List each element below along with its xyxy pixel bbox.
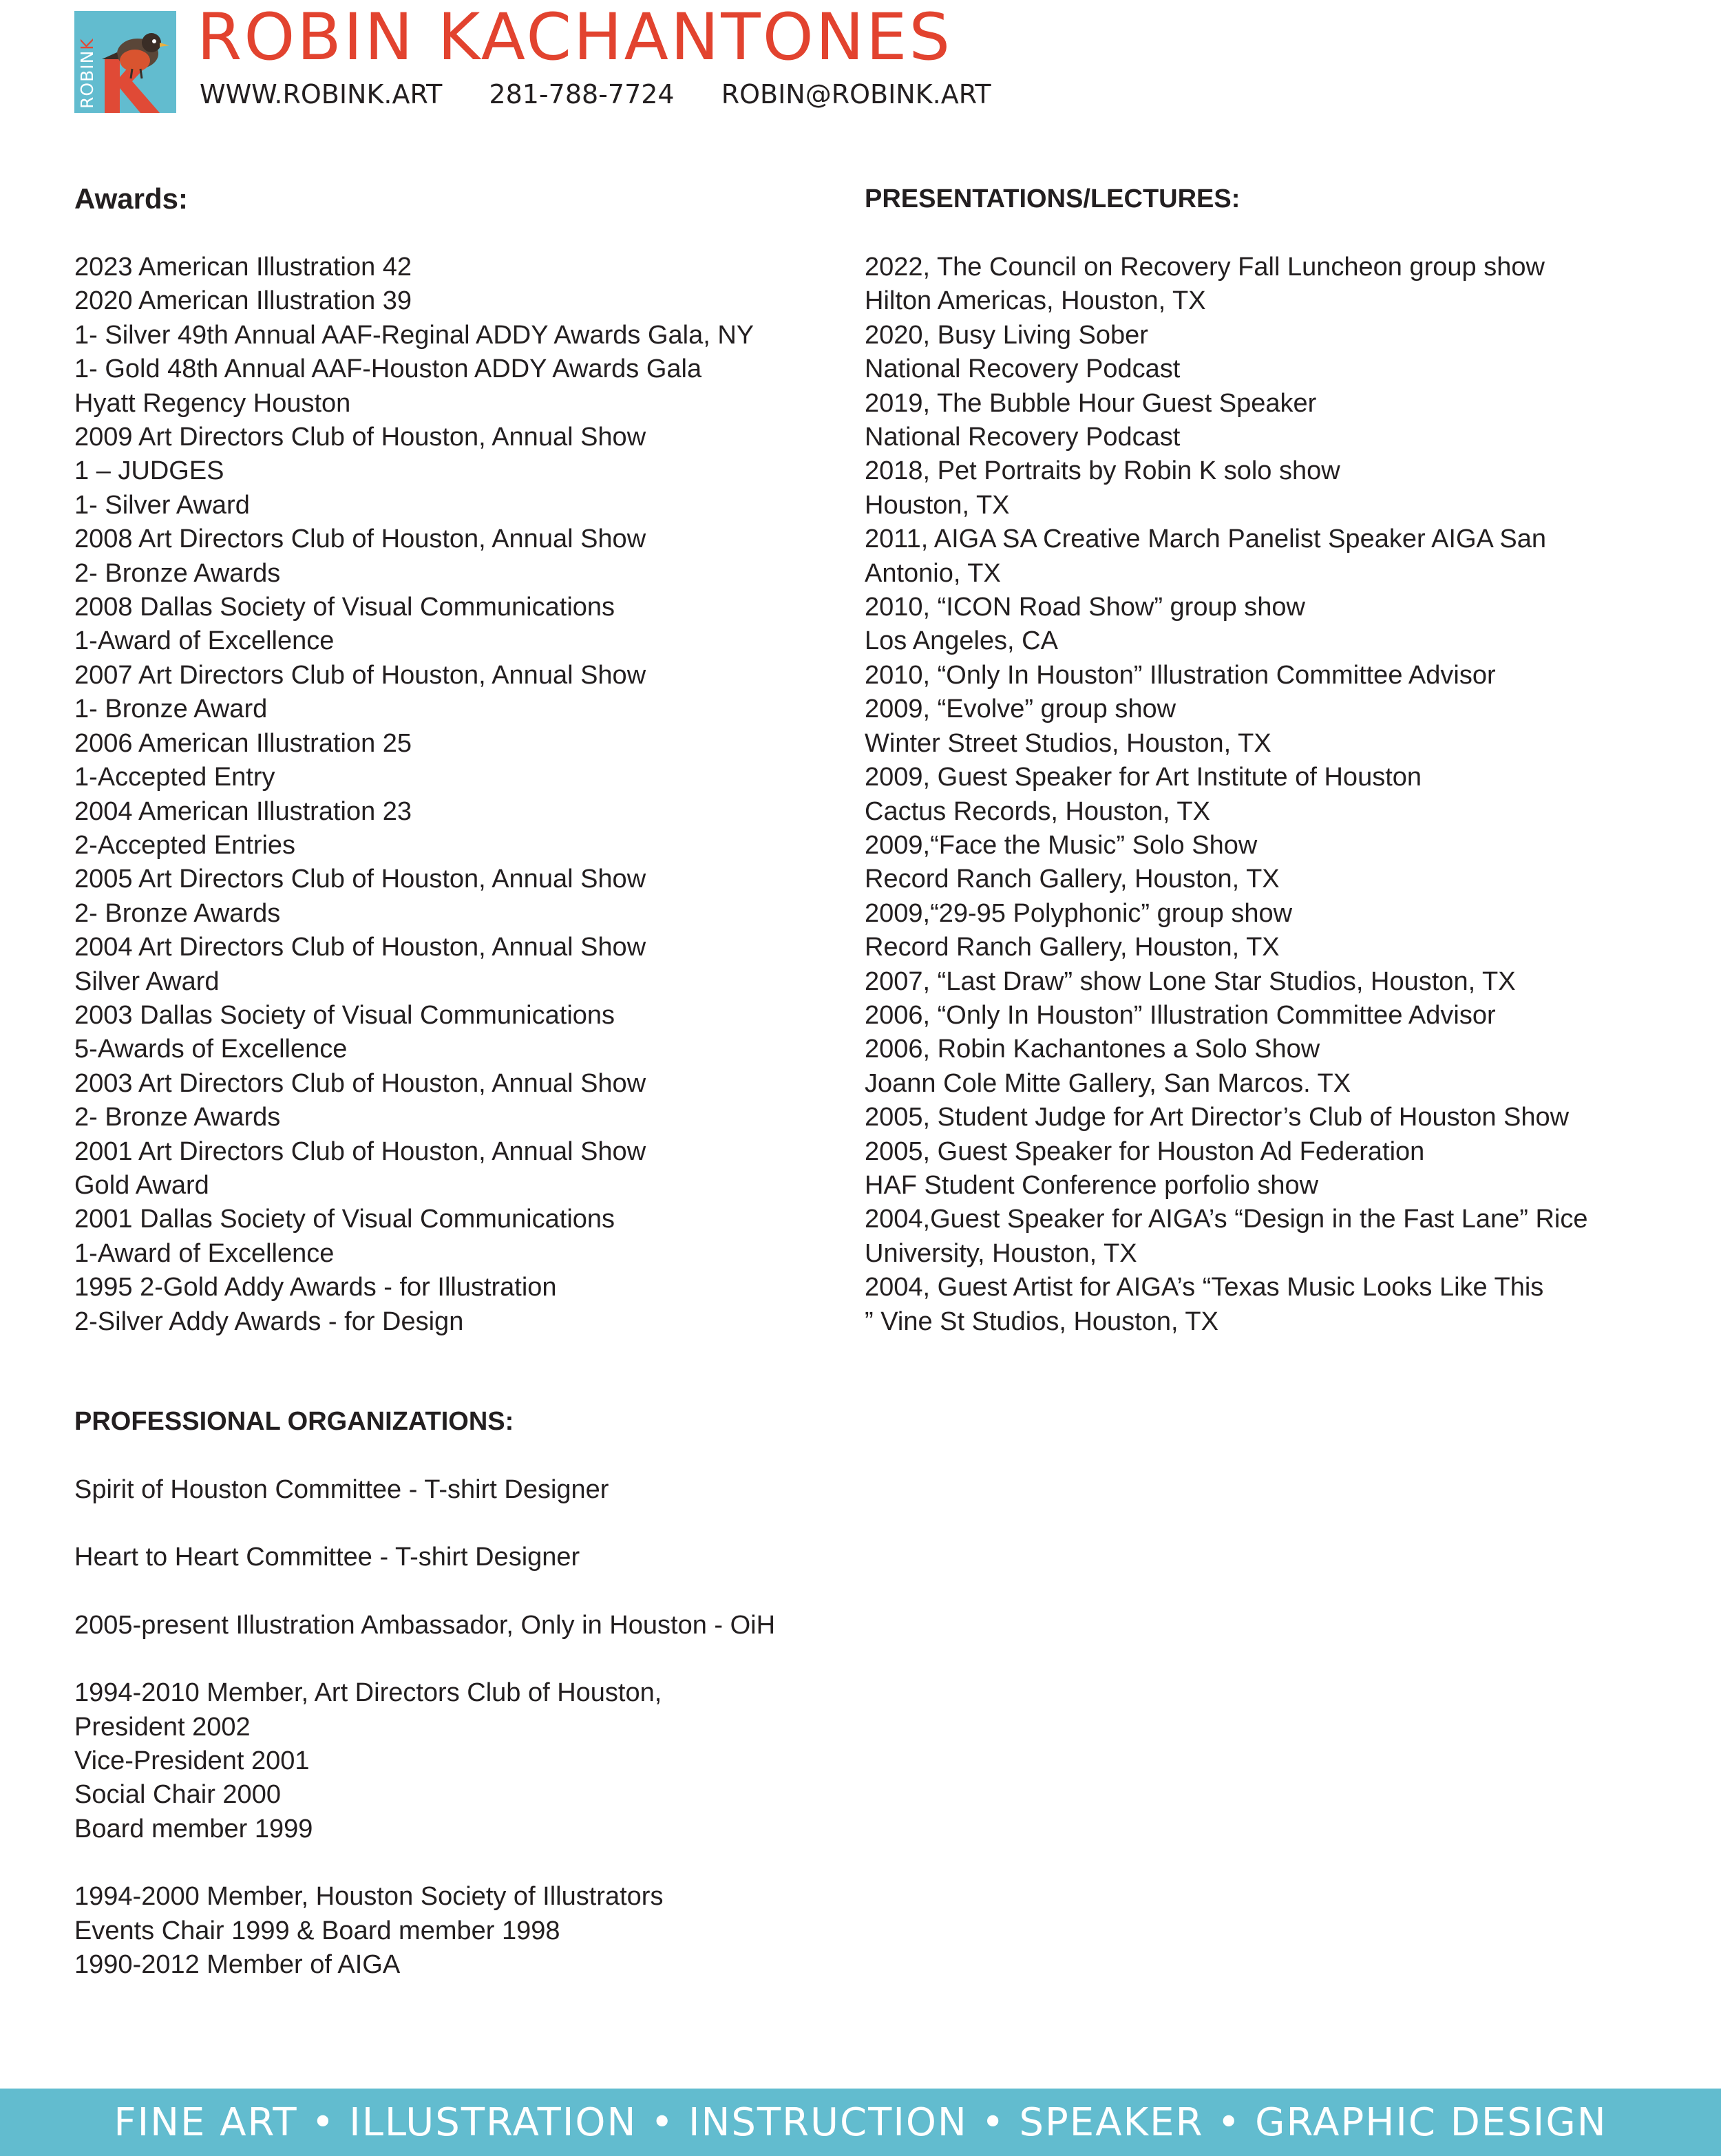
presentation-item: 2006, “Only In Houston” Illustration Committee Advisor [865,1000,1496,1030]
presentation-item: Cactus Records, Houston, TX [865,796,1210,826]
organizations-heading: PROFESSIONAL ORGANIZATIONS: [74,1407,514,1436]
award-item: 2-Accepted Entries [74,830,296,860]
presentation-item: 2018, Pet Portraits by Robin K solo show [865,456,1340,486]
presentation-item: Hilton Americas, Houston, TX [865,286,1206,316]
organization-group [74,1541,775,1574]
logo-wordmark: ROBINK [77,38,97,109]
organization-item: 2005-present Illustration Ambassador, Only in Houston - OiH [74,1610,776,1640]
award-item: 2004 Art Directors Club of Houston, Annual Show [74,933,646,962]
logo [74,11,176,113]
organization-item: Board member 1999 [74,1814,313,1843]
award-item: Silver Award [74,966,220,996]
award-item: 2005 Art Directors Club of Houston, Annual Show [74,865,646,894]
presentation-item: 2019, The Bubble Hour Guest Speaker [865,388,1317,418]
presentation-item: University, Houston, TX [865,1238,1137,1268]
presentation-item: Joann Cole Mitte Gallery, San Marcos. TX [865,1068,1351,1098]
email-link[interactable]: ROBIN@ROBINK.ART [721,79,991,109]
award-item: 2004 American Illustration 23 [74,796,412,826]
award-item: 2008 Dallas Society of Visual Communications [74,593,615,622]
organization-item: Social Chair 2000 [74,1780,281,1810]
award-item: 5-Awards of Excellence [74,1035,348,1064]
contact-info [200,77,1030,112]
presentation-item: Record Ranch Gallery, Houston, TX [865,865,1280,894]
organization-item: 1994-2010 Member, Art Directors Club of Houston, [74,1678,662,1708]
award-item: 2020 American Illustration 39 [74,286,412,316]
presentation-item: Los Angeles, CA [865,626,1058,656]
award-item: 2023 American Illustration 42 [74,253,412,282]
organization-item: 1990-2012 Member of AIGA [74,1950,401,1980]
award-item: 2009 Art Directors Club of Houston, Annual Show [74,423,646,452]
presentation-item: National Recovery Podcast [865,423,1181,452]
award-item: 1-Award of Excellence [74,1238,335,1268]
presentations-list [865,251,1587,1339]
phone-number[interactable]: 281-788-7724 [489,79,675,109]
presentation-item: 2007, “Last Draw” show Lone Star Studios, Houston, TX [865,966,1516,996]
footer-banner: FINE ART • ILLUSTRATION • INSTRUCTION • SPEAKER • GRAPHIC DESIGN [0,2089,1721,2156]
award-item: 2-Silver Addy Awards - for Design [74,1307,464,1336]
award-item: Gold Award [74,1170,209,1200]
presentation-item: 2006, Robin Kachantones a Solo Show [865,1035,1320,1064]
presentation-item: HAF Student Conference porfolio show [865,1170,1319,1200]
organizations-section [74,1404,775,2016]
award-item: Hyatt Regency Houston [74,388,351,418]
award-item: 2- Bronze Awards [74,1103,281,1132]
presentation-item: 2004,Guest Speaker for AIGA’s “Design in the Fast Lane” Rice [865,1205,1588,1234]
organization-item: Spirit of Houston Committee - T-shirt Designer [74,1475,609,1504]
presentation-item: National Recovery Podcast [865,355,1181,384]
organization-item: 1994-2000 Member, Houston Society of Illustrators [74,1882,664,1912]
award-item: 2- Bronze Awards [74,558,281,588]
presentation-item: 2005, Guest Speaker for Houston Ad Federation [865,1137,1425,1166]
organization-item: Heart to Heart Committee - T-shirt Designer [74,1543,580,1572]
award-item: 2003 Dallas Society of Visual Communications [74,1000,615,1030]
awards-heading: Awards: [74,182,188,215]
award-item: 1995 2-Gold Addy Awards - for Illustration [74,1273,557,1302]
presentation-item: Houston, TX [865,490,1010,520]
presentation-item: 2009,“29-95 Polyphonic” group show [865,898,1293,928]
presentation-item: Antonio, TX [865,558,1001,588]
presentations-heading: PRESENTATIONS/LECTURES: [865,184,1240,213]
organizations-list [74,1473,775,1982]
presentations-section [865,182,1587,1339]
organization-group [74,1880,775,1982]
organization-group [74,1609,775,1642]
presentation-item: 2010, “ICON Road Show” group show [865,593,1305,622]
presentation-item: 2020, Busy Living Sober [865,320,1148,350]
award-item: 2003 Art Directors Club of Houston, Annual Show [74,1068,646,1098]
organization-item: Events Chair 1999 & Board member 1998 [74,1916,560,1945]
award-item: 2006 American Illustration 25 [74,728,412,758]
organization-group [74,1676,775,1846]
presentation-item: 2011, AIGA SA Creative March Panelist Speaker AIGA San [865,525,1546,554]
presentation-item: 2009, Guest Speaker for Art Institute of Houston [865,763,1422,792]
award-item: 2007 Art Directors Club of Houston, Annual Show [74,660,646,690]
award-item: 1- Silver Award [74,490,250,520]
presentation-item: 2004, Guest Artist for AIGA’s “Texas Music Looks Like This [865,1273,1544,1302]
presentation-item: 2022, The Council on Recovery Fall Luncheon group show [865,253,1545,282]
organization-item: Vice-President 2001 [74,1746,310,1776]
presentation-item: Winter Street Studios, Houston, TX [865,728,1271,758]
award-item: 2001 Dallas Society of Visual Communications [74,1205,615,1234]
awards-list [74,251,754,1339]
presentation-item: Record Ranch Gallery, Houston, TX [865,933,1280,962]
award-item: 1- Bronze Award [74,695,268,724]
organization-group [74,1473,775,1507]
award-item: 2- Bronze Awards [74,898,281,928]
awards-section [74,182,754,1339]
award-item: 1-Accepted Entry [74,763,275,792]
presentation-item: 2009, “Evolve” group show [865,695,1176,724]
award-item: 1-Award of Excellence [74,626,335,656]
organization-item: President 2002 [74,1712,251,1742]
award-item: 1- Gold 48th Annual AAF-Houston ADDY Awards Gala [74,355,702,384]
award-item: 2008 Art Directors Club of Houston, Annual Show [74,525,646,554]
website-link[interactable]: WWW.ROBINK.ART [200,79,443,109]
presentation-item: 2009,“Face the Music” Solo Show [865,830,1258,860]
page-title: ROBIN KACHANTONES [197,0,953,75]
award-item: 1- Silver 49th Annual AAF-Reginal ADDY Awards Gala, NY [74,320,754,350]
presentation-item: 2010, “Only In Houston” Illustration Committee Advisor [865,660,1496,690]
presentation-item: ” Vine St Studios, Houston, TX [865,1307,1218,1336]
award-item: 2001 Art Directors Club of Houston, Annual Show [74,1137,646,1166]
presentation-item: 2005, Student Judge for Art Director’s Club of Houston Show [865,1103,1570,1132]
award-item: 1 – JUDGES [74,456,224,486]
